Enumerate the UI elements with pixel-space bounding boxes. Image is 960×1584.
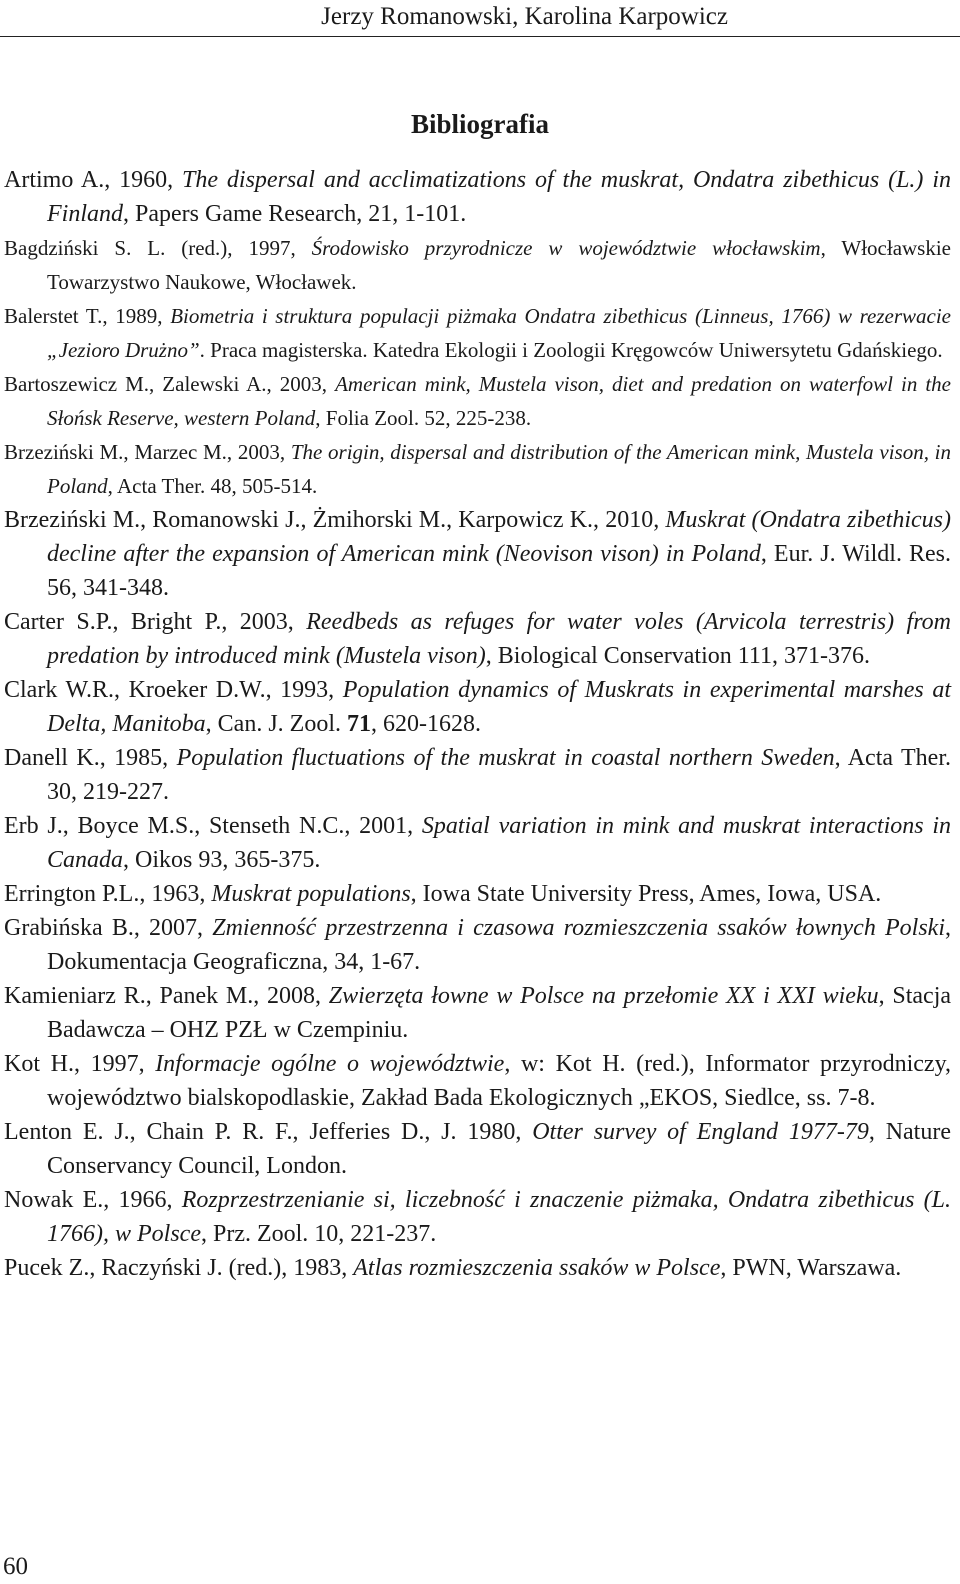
- entry-text: Erb J., Boyce M.S., Stenseth N.C., 2001,: [4, 813, 422, 839]
- bibliography-entry: [4, 809, 951, 877]
- entry-text: Kot H., 1997,: [4, 1051, 156, 1077]
- entry-text: Carter S.P., Bright P., 2003,: [4, 609, 307, 635]
- entry-text: , Acta Ther. 48, 505-514.: [107, 474, 318, 498]
- header-rule: [0, 36, 960, 37]
- entry-text: , Nature Conservancy Council, London.: [47, 1119, 951, 1179]
- entry-title-text: Zwierzęta łowne w Polsce na przełomie XX i XXI wieku: [328, 983, 879, 1009]
- entry-title-text: American mink, Mustela vison, diet and predation on waterfowl in the Słońsk Reserve, western Poland: [47, 372, 951, 430]
- bibliography-entry: [4, 911, 951, 979]
- entry-text: . Praca magisterska. Katedra Ekologii i Zoologii Kręgowców Uniwersytetu Gdańskiego.: [199, 338, 943, 362]
- entry-text: , 620-1628.: [370, 711, 481, 737]
- bibliography-entry: [4, 367, 951, 435]
- bibliography-entry: [4, 673, 951, 741]
- entry-text: Danell K., 1985,: [4, 745, 177, 771]
- entry-title-text: Informacje ogólne o województwie: [155, 1051, 505, 1077]
- entry-text: , Prz. Zool. 10, 221-237.: [200, 1221, 437, 1247]
- bibliography-entry: [4, 741, 951, 809]
- entry-text: , Włocławskie Towarzystwo Naukowe, Włocławek.: [47, 236, 952, 294]
- entry-text: Kamieniarz R., Panek M., 2008,: [4, 983, 329, 1009]
- bibliography-list: [4, 163, 951, 1285]
- entry-title-text: Population fluctuations of the muskrat in coastal northern Sweden: [176, 745, 835, 771]
- entry-title-text: Spatial variation in mink and muskrat interactions in Canada: [47, 813, 951, 873]
- bibliography-entry: [4, 605, 951, 673]
- bibliography-entry: [4, 231, 951, 299]
- entry-volume-text: 71: [346, 711, 371, 737]
- entry-text: , PWN, Warszawa.: [720, 1255, 902, 1281]
- entry-title-text: The dispersal and acclimatizations of the muskrat, Ondatra zibethicus (L.) in Finland: [47, 167, 951, 227]
- entry-text: , Biological Conservation 111, 371-376.: [485, 643, 870, 669]
- entry-text: , Folia Zool. 52, 225-238.: [315, 406, 532, 430]
- entry-title-text: Zmienność przestrzenna i czasowa rozmieszczenia ssaków łownych Polski: [212, 915, 945, 941]
- bibliography-entry: [4, 503, 951, 605]
- entry-title-text: Muskrat (Ondatra zibethicus) decline after the expansion of American mink (Neovison vison) in Poland: [47, 507, 951, 567]
- entry-text: Pucek Z., Raczyński J. (red.), 1983,: [4, 1255, 354, 1281]
- entry-text: Grabińska B., 2007,: [4, 915, 213, 941]
- entry-text: Clark W.R., Kroeker D.W., 1993,: [4, 677, 343, 703]
- entry-text: , w: Kot H. (red.), Informator przyrodniczy, województwo bialskopodlaskie, Zakład Bada Ekologicznych „EKOS, Siedlce, ss. 7-8.: [47, 1051, 952, 1111]
- entry-text: Bartoszewicz M., Zalewski A., 2003,: [4, 372, 336, 396]
- bibliography-entry: [4, 1183, 951, 1251]
- bibliography-entry: [4, 299, 951, 367]
- bibliography-entry: [4, 979, 951, 1047]
- entry-title-text: Reedbeds as refuges for water voles (Arvicola terrestris) from predation by introduced mink (Mustela vison): [47, 609, 951, 669]
- entry-title-text: Population dynamics of Muskrats in experimental marshes at Delta, Manitoba: [47, 677, 951, 737]
- entry-text: , Stacja Badawcza – OHZ PZŁ w Czempiniu.: [47, 983, 952, 1043]
- entry-text: , Papers Game Research, 21, 1-101.: [123, 201, 467, 227]
- bibliography-entry: [4, 435, 951, 503]
- entry-title-text: Środowisko przyrodnicze w województwie włocławskim: [311, 236, 821, 260]
- bibliography-entry: [4, 163, 951, 231]
- entry-text: Errington P.L., 1963,: [4, 881, 212, 907]
- entry-title-text: Rozprzestrzenianie si, liczebność i znaczenie piżmaka, Ondatra zibethicus (L. 1766), w Polsce: [47, 1187, 951, 1247]
- entry-text: Bagdziński S. L. (red.), 1997,: [4, 236, 312, 260]
- entry-text: Brzeziński M., Marzec M., 2003,: [4, 440, 291, 464]
- page-title: Bibliografia: [410, 109, 549, 140]
- bibliography-entry: [4, 877, 951, 911]
- entry-text: , Eur. J. Wildl. Res. 56, 341-348.: [47, 541, 951, 601]
- bibliography-entry: [4, 1115, 951, 1183]
- page-number: 60: [3, 1553, 28, 1580]
- entry-text: , Iowa State University Press, Ames, Iowa, USA.: [410, 881, 882, 907]
- entry-title-text: Atlas rozmieszczenia ssaków w Polsce: [353, 1255, 721, 1281]
- entry-text: Balerstet T., 1989,: [4, 304, 171, 328]
- bibliography-entry: [4, 1047, 951, 1115]
- entry-title-text: Otter survey of England 1977-79: [532, 1119, 869, 1145]
- entry-text: , Acta Ther. 30, 219-227.: [47, 745, 952, 805]
- entry-text: , Oikos 93, 365-375.: [123, 847, 321, 873]
- entry-title-text: The origin, dispersal and distribution of the American mink, Mustela vison, in Poland: [47, 440, 951, 498]
- entry-text: Lenton E. J., Chain P. R. F., Jefferies D., J. 1980,: [4, 1119, 533, 1145]
- bibliography-entry: [4, 1251, 951, 1285]
- entry-text: Brzeziński M., Romanowski J., Żmihorski M., Karpowicz K., 2010,: [4, 507, 666, 533]
- entry-title-text: Biometria i struktura populacji piżmaka Ondatra zibethicus (Linneus, 1766) w rezerwacie „Jezioro Drużno”: [47, 304, 951, 362]
- entry-title-text: Muskrat populations: [211, 881, 411, 907]
- entry-text: , Dokumentacja Geograficzna, 34, 1-67.: [47, 915, 951, 975]
- entry-text: , Can. J. Zool.: [205, 711, 347, 737]
- entry-text: Artimo A., 1960,: [4, 167, 183, 193]
- running-head: Jerzy Romanowski, Karolina Karpowicz: [321, 3, 728, 30]
- entry-text: Nowak E., 1966,: [4, 1187, 182, 1213]
